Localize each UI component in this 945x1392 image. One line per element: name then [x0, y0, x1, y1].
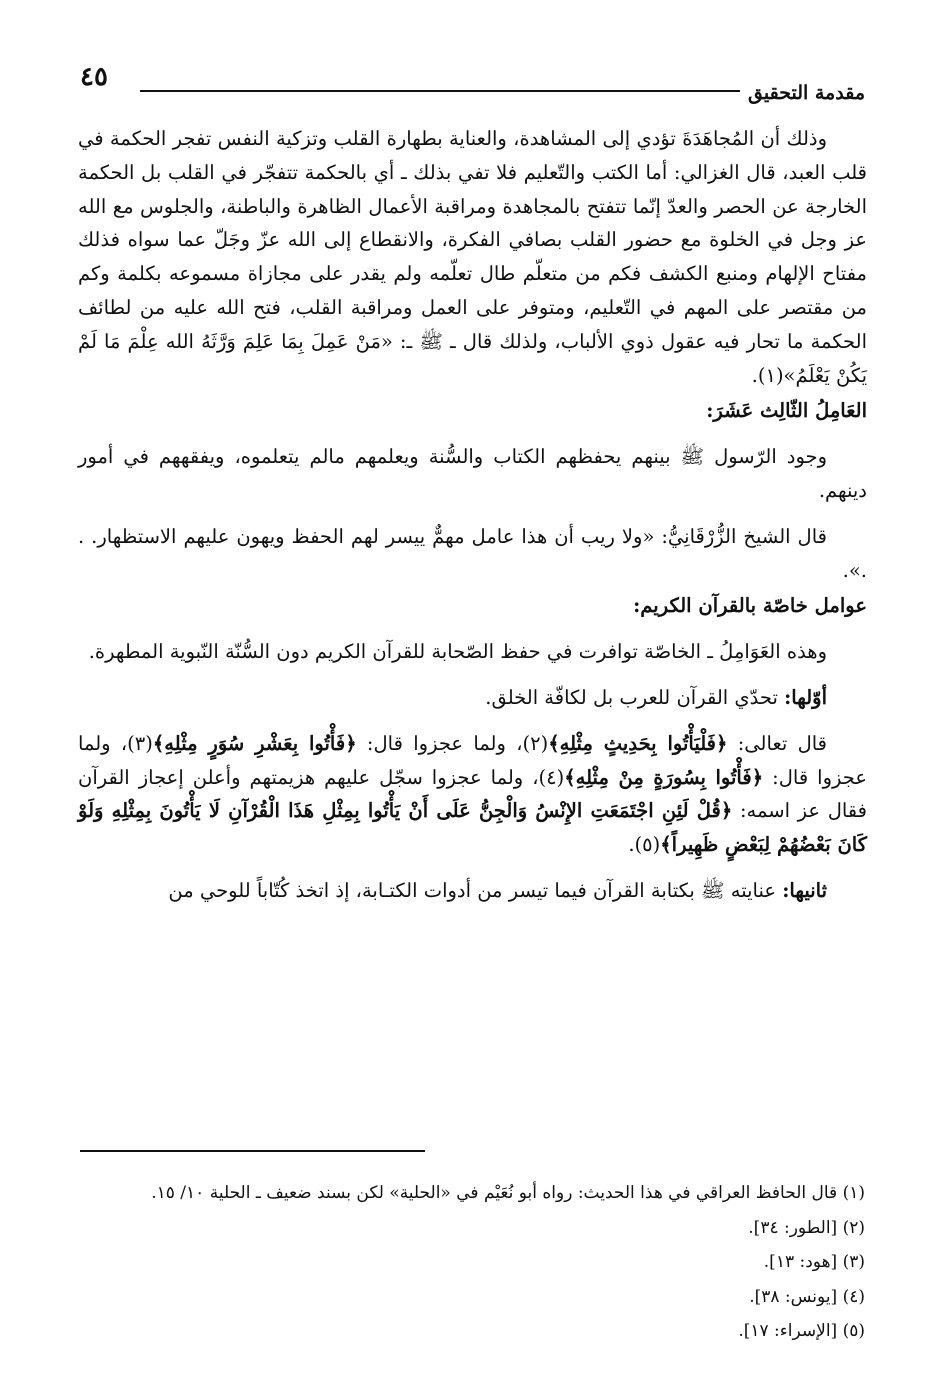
main-text: [78, 122, 867, 908]
quran-quote: ﴿فَأْتُوا بِسُورَةٍ مِنْ مِثْلِهِ﴾: [564, 765, 764, 789]
paragraph: [78, 727, 867, 862]
page-number: ٤٥: [80, 62, 108, 92]
footnote: (٢) [الطور: ٣٤].: [748, 1217, 865, 1238]
paragraph: [78, 681, 867, 715]
text-run: (٤)، ولما عجزوا سجّل عليهم هزيمتهم وأعلن إعجاز القرآن فقال عز اسمه:: [78, 765, 867, 823]
quran-quote: ﴿فَأْتُوا بِعَشْرِ سُوَرٍ مِثْلِهِ﴾: [152, 731, 357, 755]
point-label: ثانيها:: [782, 878, 827, 902]
quran-quote: ﴿فَلْيَأْتُوا بِحَدِيثٍ مِثْلِهِ﴾: [548, 731, 728, 755]
text-run: (٥).: [628, 833, 661, 857]
footnote: (٥) [الإسراء: ١٧].: [738, 1321, 865, 1341]
page-header: [80, 60, 865, 104]
paragraph: [78, 874, 867, 908]
footnote-rule: [80, 1150, 425, 1152]
text-run: قال تعالى:: [727, 731, 828, 755]
paragraph: قال الشيخ الزُّرْقَانِيُّ: «ولا ريب أن هذا عامل مهمٌّ ييسر لهم الحفظ ويهون عليهم الاستظهار. . .».: [78, 524, 867, 582]
paragraph: وذلك أن المُجاهَدَةَ تؤدي إلى المشاهدة، والعناية بطهارة القلب وتزكية النفس تفجر الحكمة في قلب العبد، قال الغزالي: أما الكتب والتّعليم فلا تفي بذلك ـ أي بالحكمة تتفجّر في القلب بل الحكمة الخارجة عن الحصر والعدّ إنّما تتفتح بالمجاهدة ومراقبة الأعمال الظاهرة والباطنة، والجلوس مع الله عز وجل في الخلوة مع حضور القلب بصافي الفكرة، والانقطاع إلى الله عزّ وجَلّ عما سواه فذلك مفتاح الإلهام ومنبع الكشف فكم من متعلّم طال تعلّمه ولم يقدر على مجازاة مسموعه بكلمة وكم من مقتصر على المهم في التّعليم، ومتوفر على العمل ومراقبة القلب، فتح الله عليه من لطائف الحكمة ما تحار فيه عقول ذوي الألباب، ولذلك قال ـ ﷺ ـ: «مَنْ عَمِلَ بِمَا عَلِمَ وَرَّثَهُ الله عِلْمَ مَا لَمْ يَكُنْ يَعْلَمُ»(١).: [78, 127, 867, 387]
quran-quote: ﴿قُلْ لَئِنِ اجْتَمَعَتِ الإِنْسُ وَالْجِنُّ عَلَى أَنْ يَأْتُوا بِمِثْلِ هَذَا الْقُرْآنِ لَا يَأْتُونَ بِمِثْلِهِ وَلَوْ كَانَ بَعْضُهُمْ لِبَعْضٍ ظَهِيراً﴾: [78, 799, 867, 857]
point-label: أوّلها:: [784, 685, 827, 709]
section-heading: عوامل خاصّة بالقرآن الكريم:: [633, 594, 867, 618]
running-title: مقدمة التحقيق: [748, 82, 865, 104]
point-text: عنايته ﷺ بكتابة القرآن فيما تيسر من أدوات الكتـابة، إذ اتخذ كُتّاباً للوحي من: [168, 878, 783, 902]
footnotes: [80, 1176, 865, 1349]
text-run: (٢)، ولما عجزوا قال:: [356, 731, 549, 755]
text-run: (٣)، ولما عجزوا قال:: [78, 731, 867, 789]
paragraph: وهذه العَوَامِلُ ـ الخاصّة توافرت في حفظ الصّحابة للقرآن الكريم دون السُّنّة النّبوية المطهرة.: [88, 640, 827, 664]
footnote: (١) قال الحافظ العراقي في هذا الحديث: رواه أبو نُعَيْم في «الحلية» لكن بسند ضعيف ـ الحلية ١٠/ ١٥.: [151, 1183, 865, 1203]
section-heading: العَامِلُ الثّالِث عَشَرَ:: [706, 399, 867, 423]
paragraph: وجود الرّسول ﷺ بينهم يحفظهم الكتاب والسُّنة ويعلمهم مالم يتعلموه، ويفقههم في أمور دينهم.: [78, 445, 867, 502]
footnote: (٤) [يونس: ٣٨].: [749, 1286, 865, 1307]
point-text: تحدّي القرآن للعرب بل لكافّة الخلق.: [485, 685, 785, 709]
footnote: (٣) [هود: ١٣].: [763, 1252, 865, 1272]
header-rule: [140, 90, 740, 92]
